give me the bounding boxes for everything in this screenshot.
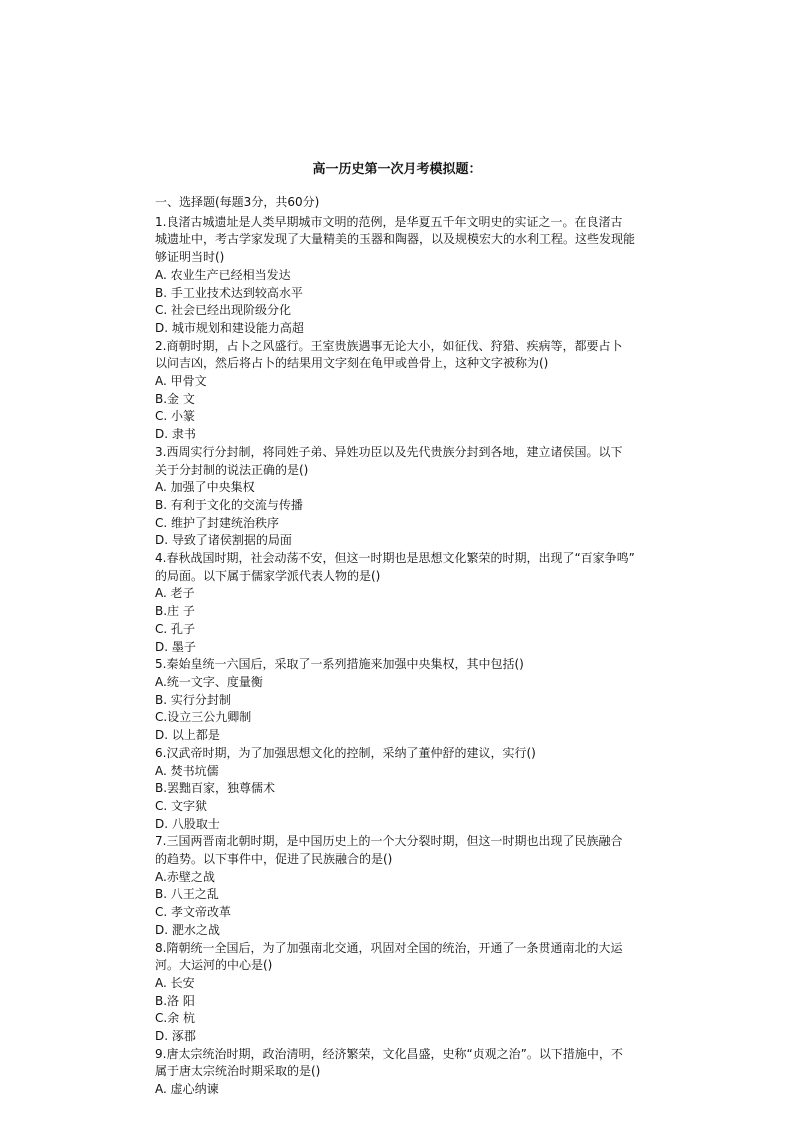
answer-option: C. 小篆 (155, 409, 196, 424)
answer-option: C. 维护了封建统治秩序 (155, 515, 280, 530)
question-stem (155, 833, 645, 868)
question-stem (155, 444, 645, 479)
question-stem (155, 550, 645, 585)
answer-option: B. 手工业技术达到较高水平 (155, 285, 303, 300)
question-2 (155, 338, 645, 444)
answer-option: D. 隶书 (155, 427, 196, 442)
question-stem (155, 656, 645, 674)
answer-option: A. 长安 (155, 975, 195, 990)
answer-option: A. 焚书坑儒 (155, 763, 219, 778)
question-stem-line: 的局面。以下属于儒家学派代表人物的是() (155, 568, 381, 583)
answer-option: B.庄 子 (155, 604, 195, 619)
answer-option: C. 孔子 (155, 621, 196, 636)
answer-option: D. 导致了诸侯割据的局面 (155, 533, 292, 548)
answer-option: C.余 杭 (155, 1011, 196, 1026)
section-heading: 一、选择题(每题3分，共60分) (155, 195, 320, 209)
page-title: 高一历史第一次月考模拟题： (312, 162, 482, 177)
answer-option: B.罢黜百家，独尊儒术 (155, 781, 276, 796)
question-stem-line: 6.汉武帝时期，为了加强思想文化的控制，采纳了董仲舒的建议，实行() (155, 745, 536, 760)
question-stem-line: 够证明当时() (155, 250, 225, 265)
answer-option: A. 老子 (155, 586, 195, 601)
answer-option: B. 有利于文化的交流与传播 (155, 497, 303, 512)
answer-option: A. 加强了中央集权 (155, 480, 255, 495)
question-4 (155, 550, 645, 656)
question-stem-line: 关于分封制的说法正确的是() (155, 462, 309, 477)
answer-option: B. 八王之乱 (155, 887, 219, 902)
exam-content (155, 194, 645, 1099)
answer-option: B.洛 阳 (155, 993, 195, 1008)
question-stem-line: 以问吉凶，然后将占卜的结果用文字刻在龟甲或兽骨上，这种文字被称为() (155, 356, 549, 371)
question-stem-line: 属于唐太宗统治时期采取的是() (155, 1064, 321, 1079)
question-stem-line: 7.三国两晋南北朝时期，是中国历史上的一个大分裂时期，但这一时期也出现了民族融合 (155, 834, 623, 849)
question-stem-line: 4.春秋战国时期，社会动荡不安，但这一时期也是思想文化繁荣的时期，出现了“百家争鸣” (155, 551, 635, 566)
question-stem (155, 1046, 645, 1081)
answer-option: A.赤壁之战 (155, 869, 215, 884)
answer-option: A.统一文字、度量衡 (155, 674, 263, 689)
question-stem (155, 940, 645, 975)
answer-option: D. 墨子 (155, 639, 196, 654)
question-9 (155, 1046, 645, 1099)
question-6 (155, 745, 645, 834)
question-stem (155, 214, 645, 267)
answer-option: D. 城市规划和建设能力高超 (155, 320, 304, 335)
answer-option: D. 八股取士 (155, 816, 220, 831)
answer-option: C. 社会已经出现阶级分化 (155, 303, 292, 318)
question-5 (155, 656, 645, 745)
question-stem-line: 的趋势。以下事件中，促进了民族融合的是() (155, 852, 393, 867)
answer-option: C. 孝文帝改革 (155, 905, 232, 920)
question-7 (155, 833, 645, 939)
question-8 (155, 940, 645, 1046)
question-stem-line: 8.隋朝统一全国后，为了加强南北交通，巩固对全国的统治，开通了一条贯通南北的大运 (155, 940, 623, 955)
question-1 (155, 214, 645, 338)
answer-option: A. 农业生产已经相当发达 (155, 267, 291, 282)
question-stem-line: 5.秦始皇统一六国后，采取了一系列措施来加强中央集权，其中包括() (155, 657, 524, 672)
question-stem-line: 3.西周实行分封制，将同姓子弟、异姓功臣以及先代贵族分封到各地，建立诸侯国。以下 (155, 444, 623, 459)
question-stem-line: 2.商朝时期，占卜之风盛行。王室贵族遇事无论大小，如征伐、狩猎、疾病等，都要占卜 (155, 338, 623, 353)
answer-option: C.设立三公九卿制 (155, 710, 252, 725)
answer-option: D. 以上都是 (155, 728, 220, 743)
question-list (155, 214, 645, 1099)
question-stem-line: 1.良渚古城遗址是人类早期城市文明的范例，是华夏五千年文明史的实证之一。在良渚古 (155, 214, 623, 229)
question-stem-line: 河。大运河的中心是() (155, 958, 273, 973)
question-stem (155, 338, 645, 373)
question-stem-line: 9.唐太宗统治时期，政治清明，经济繁荣，文化昌盛，史称“贞观之治”。以下措施中，不 (155, 1046, 623, 1061)
answer-option: B.金 文 (155, 391, 195, 406)
answer-option: A. 甲骨文 (155, 374, 207, 389)
question-3 (155, 444, 645, 550)
answer-option: B. 实行分封制 (155, 692, 231, 707)
answer-option: D. 涿郡 (155, 1029, 196, 1044)
question-stem (155, 745, 645, 763)
answer-option: C. 文字狱 (155, 798, 208, 813)
answer-option: A. 虚心纳谏 (155, 1082, 219, 1097)
question-stem-line: 城遗址中，考古学家发现了大量精美的玉器和陶器，以及规模宏大的水利工程。这些发现能 (155, 232, 636, 247)
answer-option: D. 淝水之战 (155, 922, 220, 937)
